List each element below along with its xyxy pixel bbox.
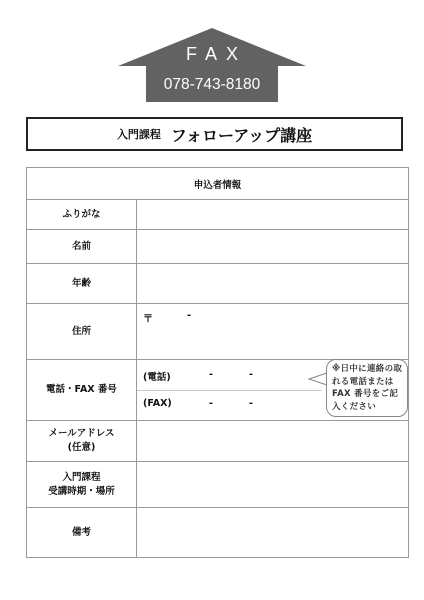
note-callout: ※日中に連絡の取れる電話またはFAX 番号をご記入ください	[326, 359, 408, 417]
course-title-box	[26, 117, 403, 151]
postal-dash: -	[187, 310, 192, 321]
row-remarks	[27, 508, 408, 557]
row-age	[27, 264, 408, 304]
course-prefix: 入門課程	[116, 128, 161, 141]
row-address	[27, 304, 408, 360]
phone-label: (電話)	[143, 372, 171, 383]
remarks-field[interactable]	[137, 508, 408, 557]
label-email	[27, 421, 137, 461]
fax-dash: -	[209, 398, 213, 409]
row-email	[27, 421, 408, 462]
row-course	[27, 462, 408, 508]
age-field[interactable]	[137, 264, 408, 303]
course-field[interactable]	[137, 462, 408, 507]
label-phone: 電話・FAX 番号	[27, 360, 137, 420]
label-course-line1: 入門課程	[62, 471, 101, 483]
course-title: フォローアップ講座	[170, 125, 313, 145]
phone-dash: -	[209, 369, 213, 380]
fax-field-label: (FAX)	[143, 398, 172, 409]
phone-dash: -	[249, 369, 253, 380]
label-course-line2: 受講時期・場所	[48, 485, 115, 497]
fax-label: FAX	[185, 44, 247, 64]
label-course	[27, 462, 137, 507]
postal-mark: 〒	[143, 314, 153, 325]
row-name	[27, 230, 408, 264]
label-age: 年齢	[27, 264, 137, 303]
label-address: 住所	[27, 304, 137, 359]
fax-number: 078-743-8180	[163, 76, 261, 93]
label-remarks: 備考	[27, 508, 137, 557]
furigana-field[interactable]	[137, 200, 408, 229]
form-header: 申込者情報	[27, 168, 408, 200]
label-furigana: ふりがな	[27, 200, 137, 229]
label-email-line1: メールアドレス	[48, 428, 115, 440]
fax-dash: -	[249, 398, 253, 409]
address-field[interactable]	[137, 304, 408, 359]
email-field[interactable]	[137, 421, 408, 461]
label-email-line2: (任意)	[67, 442, 96, 453]
row-furigana	[27, 200, 408, 230]
name-field[interactable]	[137, 230, 408, 263]
phone-divider	[137, 390, 322, 391]
label-name: 名前	[27, 230, 137, 263]
